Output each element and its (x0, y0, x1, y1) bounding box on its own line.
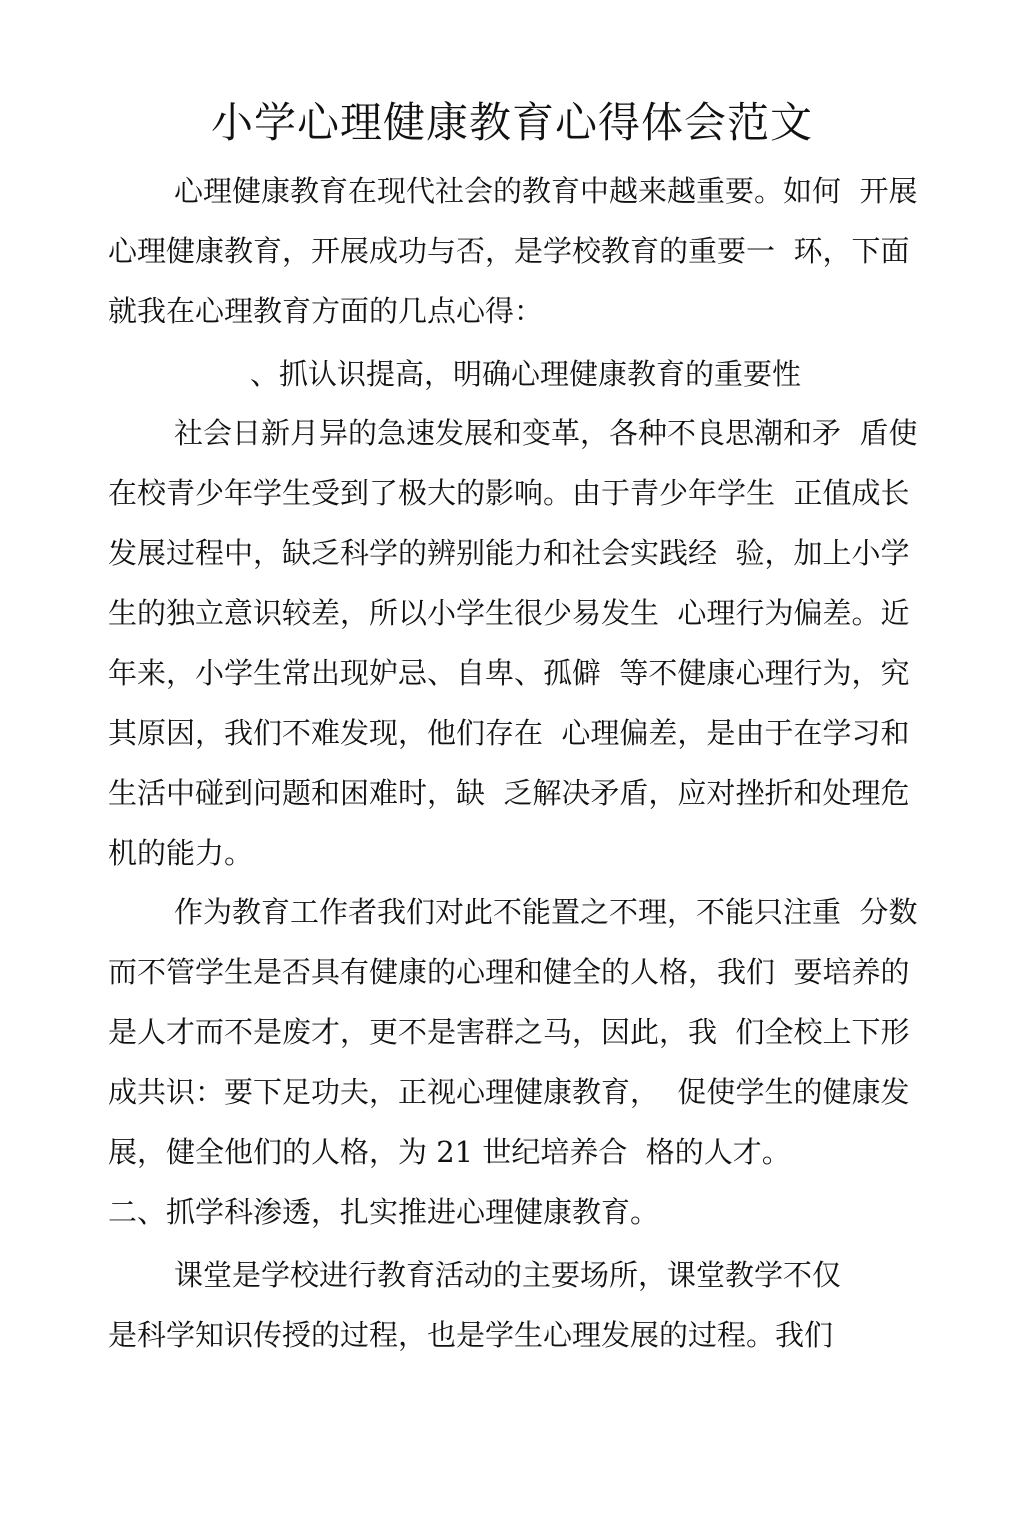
paragraph-3-line-2: 而不管学生是否具有健康的心理和健全的人格，我们 要培养的 (108, 955, 910, 989)
section-heading-2: 二、抓学科渗透，扎实推进心理健康教育。 (108, 1195, 660, 1229)
paragraph-2-line-7: 生活中碰到问题和困难时，缺 乏解决矛盾，应对挫折和处理危 (108, 776, 910, 810)
paragraph-3-line-1: 作为教育工作者我们对此不能置之不理，不能只注重 分数 (174, 895, 918, 929)
paragraph-1-line-3: 就我在心理教育方面的几点心得： (108, 294, 544, 328)
paragraph-2-line-2: 在校青少年学生受到了极大的影响。由于青少年学生 正值成长 (108, 476, 910, 510)
section-heading-1: 、抓认识提高，明确心理健康教育的重要性 (250, 357, 802, 391)
paragraph-1-line-1: 心理健康教育在现代社会的教育中越来越重要。如何 开展 (174, 174, 918, 208)
paragraph-1-line-2: 心理健康教育，开展成功与否，是学校教育的重要一 环，下面 (108, 234, 910, 268)
paragraph-2-line-6: 其原因，我们不难发现，他们存在 心理偏差，是由于在学习和 (108, 716, 910, 750)
paragraph-3-line-4: 成共识：要下足功夫，正视心理健康教育， 促使学生的健康发 (108, 1075, 910, 1109)
paragraph-3-line-5: 展，健全他们的人格，为 21 世纪培养合 格的人才。 (108, 1135, 791, 1169)
paragraph-2-line-8: 机的能力。 (108, 836, 254, 870)
paragraph-2-line-4: 生的独立意识较差，所以小学生很少易发生 心理行为偏差。近 (108, 596, 910, 630)
paragraph-2-line-1: 社会日新月异的急速发展和变革，各种不良思潮和矛 盾使 (174, 416, 918, 450)
paragraph-2-line-5: 年来，小学生常出现妒忌、自卑、孤僻 等不健康心理行为，究 (108, 656, 910, 690)
paragraph-2-line-3: 发展过程中，缺乏科学的辨别能力和社会实践经 验，加上小学 (108, 536, 910, 570)
paragraph-3-line-3: 是人才而不是废才，更不是害群之马，因此，我 们全校上下形 (108, 1015, 910, 1049)
document-title: 小学心理健康教育心得体会范文 (210, 98, 813, 147)
paragraph-4-line-1: 课堂是学校进行教育活动的主要场所，课堂教学不仅 (174, 1258, 842, 1292)
paragraph-4-line-2: 是科学知识传授的过程，也是学生心理发展的过程。我们 (108, 1318, 834, 1352)
